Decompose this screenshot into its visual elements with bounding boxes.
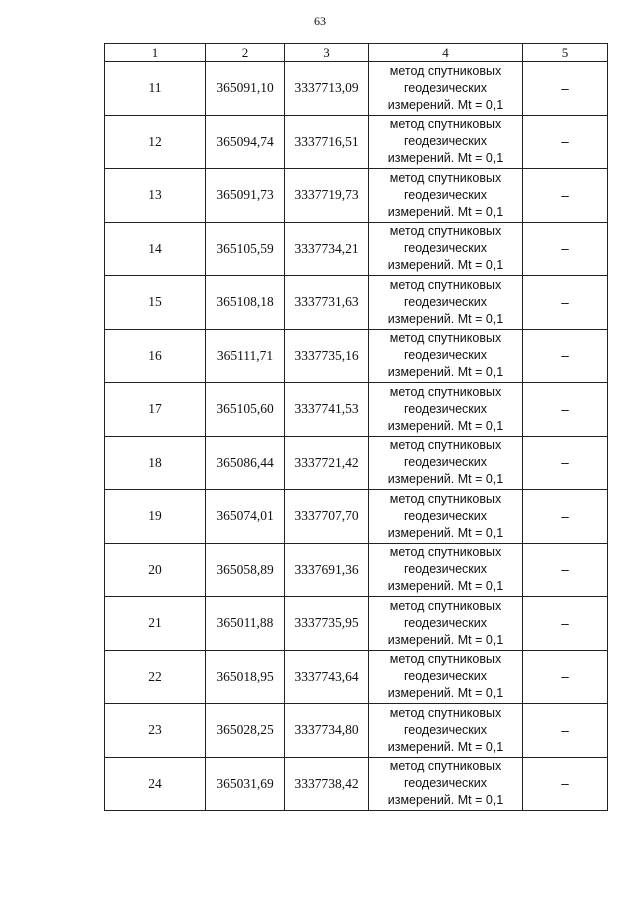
table-row [105, 597, 608, 651]
column-header-5: 5 [523, 44, 608, 62]
method-line-3: измерений. Mt = 0,1 [387, 204, 504, 219]
method-cell [369, 597, 523, 651]
x-coordinate-cell: 365105,59 [206, 222, 285, 276]
method-line-3: измерений. Mt = 0,1 [387, 311, 504, 326]
x-coordinate-cell: 365105,60 [206, 383, 285, 437]
point-number-cell: 15 [105, 276, 206, 330]
y-coordinate-cell: 3337731,63 [285, 276, 369, 330]
y-coordinate-cell: 3337721,42 [285, 436, 369, 490]
method-line-2: геодезических [403, 776, 487, 791]
table-row [105, 222, 608, 276]
point-number-cell: 18 [105, 436, 206, 490]
x-coordinate-cell: 365108,18 [206, 276, 285, 330]
method-line-1: метод спутниковых [389, 652, 502, 667]
note-cell: – [523, 222, 608, 276]
note-cell: – [523, 436, 608, 490]
method-line-2: геодезических [403, 294, 487, 309]
column-header-1: 1 [105, 44, 206, 62]
method-line-1: метод спутниковых [389, 759, 502, 774]
table-row [105, 62, 608, 116]
method-line-2: геодезических [403, 348, 487, 363]
method-cell [369, 329, 523, 383]
column-header-4: 4 [369, 44, 523, 62]
point-number-cell: 22 [105, 650, 206, 704]
x-coordinate-cell: 365031,69 [206, 757, 285, 811]
y-coordinate-cell: 3337741,53 [285, 383, 369, 437]
note-cell: – [523, 704, 608, 758]
method-line-2: геодезических [403, 401, 487, 416]
method-cell [369, 543, 523, 597]
table-row [105, 383, 608, 437]
point-number-cell: 17 [105, 383, 206, 437]
method-line-1: метод спутниковых [389, 224, 502, 239]
table-row [105, 650, 608, 704]
table-row [105, 543, 608, 597]
table-row [105, 329, 608, 383]
method-line-3: измерений. Mt = 0,1 [387, 418, 504, 433]
note-cell: – [523, 115, 608, 169]
method-line-3: измерений. Mt = 0,1 [387, 739, 504, 754]
method-line-3: измерений. Mt = 0,1 [387, 97, 504, 112]
method-line-2: геодезических [403, 187, 487, 202]
method-line-3: измерений. Mt = 0,1 [387, 793, 504, 808]
y-coordinate-cell: 3337713,09 [285, 62, 369, 116]
method-line-3: измерений. Mt = 0,1 [387, 258, 504, 273]
y-coordinate-cell: 3337743,64 [285, 650, 369, 704]
method-cell [369, 62, 523, 116]
point-number-cell: 23 [105, 704, 206, 758]
table-row [105, 115, 608, 169]
method-cell [369, 757, 523, 811]
method-cell [369, 383, 523, 437]
x-coordinate-cell: 365094,74 [206, 115, 285, 169]
method-line-2: геодезических [403, 669, 487, 684]
method-line-2: геодезических [403, 134, 487, 149]
method-line-3: измерений. Mt = 0,1 [387, 579, 504, 594]
method-cell [369, 490, 523, 544]
table-row [105, 169, 608, 223]
note-cell: – [523, 543, 608, 597]
method-line-3: измерений. Mt = 0,1 [387, 686, 504, 701]
x-coordinate-cell: 365091,73 [206, 169, 285, 223]
method-cell [369, 169, 523, 223]
y-coordinate-cell: 3337735,95 [285, 597, 369, 651]
method-line-2: геодезических [403, 615, 487, 630]
note-cell: – [523, 757, 608, 811]
method-line-2: геодезических [403, 722, 487, 737]
x-coordinate-cell: 365111,71 [206, 329, 285, 383]
x-coordinate-cell: 365028,25 [206, 704, 285, 758]
x-coordinate-cell: 365011,88 [206, 597, 285, 651]
point-number-cell: 24 [105, 757, 206, 811]
point-number-cell: 14 [105, 222, 206, 276]
point-number-cell: 12 [105, 115, 206, 169]
method-line-1: метод спутниковых [389, 491, 502, 506]
method-line-1: метод спутниковых [389, 598, 502, 613]
x-coordinate-cell: 365074,01 [206, 490, 285, 544]
note-cell: – [523, 276, 608, 330]
y-coordinate-cell: 3337719,73 [285, 169, 369, 223]
note-cell: – [523, 490, 608, 544]
method-line-3: измерений. Mt = 0,1 [387, 365, 504, 380]
method-line-1: метод спутниковых [389, 705, 502, 720]
column-header-2: 2 [206, 44, 285, 62]
y-coordinate-cell: 3337734,80 [285, 704, 369, 758]
method-cell [369, 650, 523, 704]
method-line-3: измерений. Mt = 0,1 [387, 472, 504, 487]
method-cell [369, 115, 523, 169]
page-number: 63 [314, 14, 326, 28]
y-coordinate-cell: 3337691,36 [285, 543, 369, 597]
note-cell: – [523, 650, 608, 704]
method-cell [369, 436, 523, 490]
method-line-2: геодезических [403, 562, 487, 577]
method-line-3: измерений. Mt = 0,1 [387, 525, 504, 540]
method-cell [369, 276, 523, 330]
x-coordinate-cell: 365086,44 [206, 436, 285, 490]
point-number-cell: 13 [105, 169, 206, 223]
note-cell: – [523, 329, 608, 383]
column-header-3: 3 [285, 44, 369, 62]
note-cell: – [523, 62, 608, 116]
table-row [105, 436, 608, 490]
method-line-1: метод спутниковых [389, 331, 502, 346]
table-body [105, 62, 608, 811]
method-line-3: измерений. Mt = 0,1 [387, 151, 504, 166]
y-coordinate-cell: 3337734,21 [285, 222, 369, 276]
method-line-1: метод спутниковых [389, 438, 502, 453]
y-coordinate-cell: 3337735,16 [285, 329, 369, 383]
note-cell: – [523, 597, 608, 651]
method-line-2: геодезических [403, 455, 487, 470]
point-number-cell: 19 [105, 490, 206, 544]
note-cell: – [523, 169, 608, 223]
method-line-1: метод спутниковых [389, 170, 502, 185]
y-coordinate-cell: 3337707,70 [285, 490, 369, 544]
point-number-cell: 16 [105, 329, 206, 383]
method-line-2: геодезических [403, 80, 487, 95]
point-number-cell: 11 [105, 62, 206, 116]
table-row [105, 490, 608, 544]
x-coordinate-cell: 365091,10 [206, 62, 285, 116]
y-coordinate-cell: 3337716,51 [285, 115, 369, 169]
method-line-1: метод спутниковых [389, 117, 502, 132]
x-coordinate-cell: 365058,89 [206, 543, 285, 597]
note-cell: – [523, 383, 608, 437]
table-row [105, 704, 608, 758]
method-cell [369, 704, 523, 758]
method-line-2: геодезических [403, 508, 487, 523]
method-line-1: метод спутниковых [389, 63, 502, 78]
x-coordinate-cell: 365018,95 [206, 650, 285, 704]
method-line-1: метод спутниковых [389, 384, 502, 399]
table-row [105, 276, 608, 330]
method-line-2: геодезических [403, 241, 487, 256]
table-row [105, 757, 608, 811]
method-line-1: метод спутниковых [389, 277, 502, 292]
table-header-row [105, 44, 608, 62]
coordinates-table [104, 43, 608, 811]
y-coordinate-cell: 3337738,42 [285, 757, 369, 811]
point-number-cell: 21 [105, 597, 206, 651]
method-line-3: измерений. Mt = 0,1 [387, 632, 504, 647]
point-number-cell: 20 [105, 543, 206, 597]
method-cell [369, 222, 523, 276]
method-line-1: метод спутниковых [389, 545, 502, 560]
